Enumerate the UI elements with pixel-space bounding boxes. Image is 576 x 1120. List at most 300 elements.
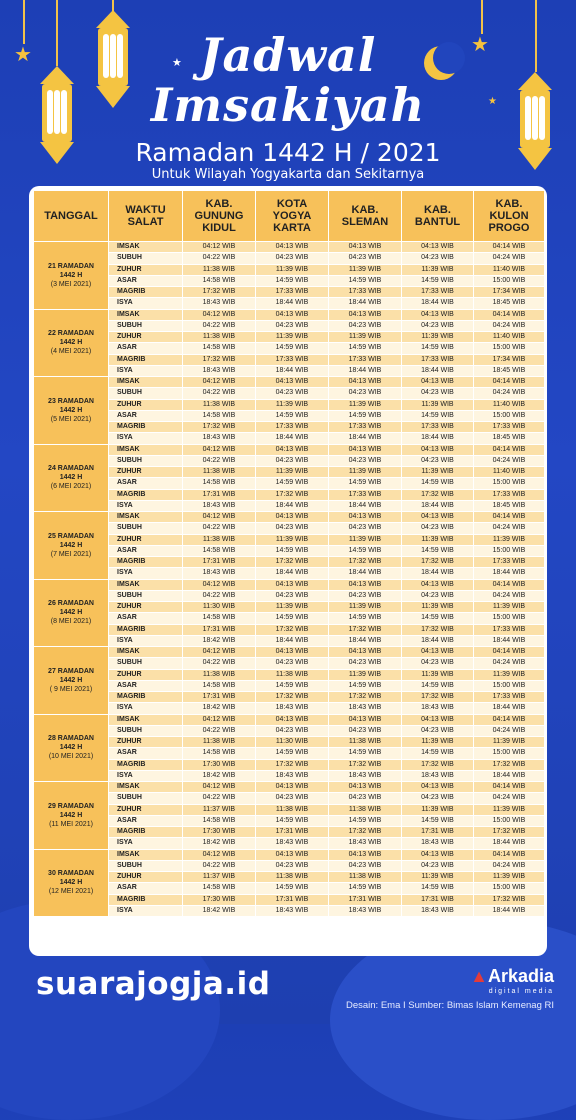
column-header-line: BANTUL: [414, 216, 461, 228]
time-cell: 18:43 WIB: [256, 703, 328, 713]
date-cell-day: 24 RAMADAN: [48, 465, 94, 473]
time-cell: 04:13 WIB: [256, 512, 328, 522]
time-cell: 11:39 WIB: [402, 737, 473, 747]
date-cell-date: (8 MEI 2021): [50, 618, 92, 626]
column-header-line: KAB.: [205, 198, 233, 210]
date-cell-day: 27 RAMADAN: [48, 667, 94, 675]
table-row: [34, 726, 544, 736]
time-cell: 17:31 WIB: [402, 895, 473, 905]
date-cell-date: (10 MEI 2021): [48, 753, 94, 761]
prayer-name-cell: ZUHUR: [109, 535, 182, 545]
time-cell: 17:33 WIB: [402, 355, 473, 365]
time-cell: 04:22 WIB: [183, 456, 255, 466]
prayer-name-cell: ZUHUR: [109, 332, 182, 342]
time-cell: 11:39 WIB: [329, 535, 401, 545]
time-cell: 14:58 WIB: [183, 883, 255, 893]
date-cell-date: ( 9 MEI 2021): [49, 685, 93, 693]
column-header-line: TANGGAL: [44, 210, 98, 222]
time-cell: 17:32 WIB: [329, 692, 401, 702]
table-row: [34, 805, 544, 815]
time-cell: 04:13 WIB: [329, 647, 401, 657]
table-row: [34, 636, 544, 646]
time-cell: 17:33 WIB: [474, 422, 544, 432]
time-cell: 04:13 WIB: [329, 782, 401, 792]
time-cell: 04:13 WIB: [256, 782, 328, 792]
star-icon: ★: [488, 96, 497, 107]
time-cell: 04:13 WIB: [402, 377, 473, 387]
prayer-name-cell: IMSAK: [109, 580, 182, 590]
time-cell: 17:31 WIB: [256, 895, 328, 905]
time-cell: 04:12 WIB: [183, 242, 255, 252]
time-cell: 11:39 WIB: [402, 265, 473, 275]
time-cell: 04:14 WIB: [474, 377, 544, 387]
time-cell: 11:39 WIB: [256, 265, 328, 275]
time-cell: 17:32 WIB: [183, 287, 255, 297]
time-cell: 17:32 WIB: [256, 557, 328, 567]
time-cell: 14:59 WIB: [256, 546, 328, 556]
time-cell: 18:44 WIB: [256, 501, 328, 511]
time-cell: 17:34 WIB: [474, 355, 544, 365]
date-cell: [34, 512, 108, 579]
table-row: [34, 602, 544, 612]
table-row: [34, 838, 544, 848]
prayer-name-cell: ASAR: [109, 411, 182, 421]
time-cell: 14:59 WIB: [402, 546, 473, 556]
table-row: [34, 343, 544, 353]
star-icon: ★: [14, 42, 32, 66]
time-cell: 04:13 WIB: [402, 512, 473, 522]
time-cell: 04:24 WIB: [474, 253, 544, 263]
time-cell: 15:00 WIB: [474, 883, 544, 893]
time-cell: 04:24 WIB: [474, 388, 544, 398]
time-cell: 14:58 WIB: [183, 343, 255, 353]
column-header: [109, 191, 182, 241]
time-cell: 14:58 WIB: [183, 546, 255, 556]
prayer-name-cell: SUBUH: [109, 861, 182, 871]
prayer-name-cell: ZUHUR: [109, 670, 182, 680]
time-cell: 04:23 WIB: [256, 253, 328, 263]
date-cell-day: 23 RAMADAN: [48, 397, 94, 405]
time-cell: 04:14 WIB: [474, 580, 544, 590]
prayer-name-cell: ASAR: [109, 883, 182, 893]
time-cell: 18:44 WIB: [256, 568, 328, 578]
time-cell: 18:43 WIB: [329, 703, 401, 713]
time-cell: 14:59 WIB: [329, 343, 401, 353]
credit-line: Desain: Ema I Sumber: Bimas Islam Kemenag RI: [345, 1000, 554, 1011]
table-row: [34, 478, 544, 488]
prayer-name-cell: SUBUH: [109, 253, 182, 263]
subtitle-region: Untuk Wilayah Yogyakarta dan Sekitarnya: [151, 167, 425, 182]
time-cell: 11:30 WIB: [183, 602, 255, 612]
column-header: [402, 191, 473, 241]
time-cell: 04:14 WIB: [474, 647, 544, 657]
time-cell: 04:13 WIB: [329, 242, 401, 252]
time-cell: 11:38 WIB: [183, 400, 255, 410]
time-cell: 18:43 WIB: [329, 838, 401, 848]
table-row: [34, 242, 544, 252]
time-cell: 14:59 WIB: [402, 478, 473, 488]
table-row: [34, 681, 544, 691]
date-cell-date: (5 MEI 2021): [50, 415, 92, 423]
prayer-name-cell: ZUHUR: [109, 872, 182, 882]
time-cell: 04:23 WIB: [402, 388, 473, 398]
time-cell: 14:58 WIB: [183, 613, 255, 623]
time-cell: 18:45 WIB: [474, 433, 544, 443]
table-row: [34, 793, 544, 803]
time-cell: 14:58 WIB: [183, 411, 255, 421]
time-cell: 18:44 WIB: [329, 501, 401, 511]
table-row: [34, 737, 544, 747]
time-cell: 14:59 WIB: [329, 411, 401, 421]
prayer-name-cell: MAGRIB: [109, 692, 182, 702]
time-cell: 04:23 WIB: [402, 456, 473, 466]
column-header-line: PROGO: [488, 222, 530, 234]
time-cell: 04:14 WIB: [474, 445, 544, 455]
time-cell: 04:12 WIB: [183, 377, 255, 387]
partner-name: Arkadia: [487, 966, 554, 986]
prayer-name-cell: IMSAK: [109, 310, 182, 320]
prayer-name-cell: SUBUH: [109, 726, 182, 736]
prayer-name-cell: ZUHUR: [109, 467, 182, 477]
time-cell: 17:33 WIB: [402, 422, 473, 432]
prayer-name-cell: MAGRIB: [109, 760, 182, 770]
prayer-name-cell: ASAR: [109, 546, 182, 556]
time-cell: 17:31 WIB: [183, 625, 255, 635]
date-cell-date: (7 MEI 2021): [50, 550, 92, 558]
time-cell: 17:32 WIB: [402, 760, 473, 770]
time-cell: 11:38 WIB: [183, 535, 255, 545]
time-cell: 04:13 WIB: [256, 445, 328, 455]
table-row: [34, 850, 544, 860]
time-cell: 04:12 WIB: [183, 715, 255, 725]
time-cell: 04:23 WIB: [402, 658, 473, 668]
time-cell: 17:31 WIB: [183, 692, 255, 702]
time-cell: 04:12 WIB: [183, 647, 255, 657]
column-header: [256, 191, 328, 241]
time-cell: 04:13 WIB: [402, 782, 473, 792]
time-cell: 14:59 WIB: [256, 411, 328, 421]
time-cell: 18:44 WIB: [474, 703, 544, 713]
subtitle-ramadan: Ramadan 1442 H / 2021: [135, 138, 441, 167]
table-row: [34, 591, 544, 601]
time-cell: 18:44 WIB: [256, 366, 328, 376]
prayer-name-cell: IMSAK: [109, 512, 182, 522]
column-header-line: WAKTU: [125, 204, 166, 216]
column-header-line: KOTA: [276, 198, 308, 210]
time-cell: 18:42 WIB: [183, 636, 255, 646]
brand-logo: suarajogja.id: [36, 966, 271, 1002]
time-cell: 04:24 WIB: [474, 456, 544, 466]
prayer-name-cell: IMSAK: [109, 715, 182, 725]
prayer-name-cell: ZUHUR: [109, 737, 182, 747]
time-cell: 04:12 WIB: [183, 310, 255, 320]
time-cell: 17:32 WIB: [329, 625, 401, 635]
prayer-name-cell: ISYA: [109, 298, 182, 308]
table-row: [34, 827, 544, 837]
time-cell: 18:42 WIB: [183, 838, 255, 848]
table-row: [34, 445, 544, 455]
date-cell-h: 1442 H: [59, 879, 83, 887]
date-cell-h: 1442 H: [59, 406, 83, 414]
prayer-name-cell: MAGRIB: [109, 827, 182, 837]
table-row: [34, 523, 544, 533]
table-row: [34, 557, 544, 567]
column-header-line: SALAT: [127, 216, 164, 228]
time-cell: 11:39 WIB: [402, 602, 473, 612]
time-cell: 17:33 WIB: [402, 287, 473, 297]
table-row: [34, 265, 544, 275]
time-cell: 18:44 WIB: [474, 906, 544, 916]
time-cell: 11:39 WIB: [474, 872, 544, 882]
time-cell: 14:59 WIB: [329, 681, 401, 691]
time-cell: 04:13 WIB: [402, 580, 473, 590]
time-cell: 18:44 WIB: [474, 771, 544, 781]
time-cell: 04:13 WIB: [329, 715, 401, 725]
table-row: [34, 512, 544, 522]
time-cell: 04:23 WIB: [256, 456, 328, 466]
time-cell: 18:44 WIB: [402, 433, 473, 443]
time-cell: 14:59 WIB: [329, 546, 401, 556]
time-cell: 04:23 WIB: [402, 793, 473, 803]
table-row: [34, 568, 544, 578]
time-cell: 04:13 WIB: [256, 580, 328, 590]
time-cell: 11:39 WIB: [329, 467, 401, 477]
date-cell-h: 1442 H: [59, 609, 83, 617]
time-cell: 17:30 WIB: [183, 760, 255, 770]
date-cell-day: 28 RAMADAN: [48, 735, 94, 743]
star-icon: ★: [471, 32, 489, 56]
prayer-name-cell: SUBUH: [109, 388, 182, 398]
time-cell: 18:42 WIB: [183, 906, 255, 916]
time-cell: 04:23 WIB: [329, 658, 401, 668]
time-cell: 11:38 WIB: [329, 805, 401, 815]
time-cell: 04:23 WIB: [329, 253, 401, 263]
time-cell: 11:38 WIB: [183, 332, 255, 342]
time-cell: 04:23 WIB: [329, 321, 401, 331]
prayer-name-cell: ISYA: [109, 838, 182, 848]
time-cell: 04:23 WIB: [256, 793, 328, 803]
time-cell: 17:33 WIB: [256, 287, 328, 297]
time-cell: 18:43 WIB: [183, 298, 255, 308]
time-cell: 11:39 WIB: [329, 332, 401, 342]
table-row: [34, 298, 544, 308]
time-cell: 04:14 WIB: [474, 512, 544, 522]
time-cell: 14:59 WIB: [256, 748, 328, 758]
time-cell: 04:13 WIB: [256, 242, 328, 252]
table-row: [34, 366, 544, 376]
prayer-name-cell: ASAR: [109, 681, 182, 691]
time-cell: 14:59 WIB: [256, 613, 328, 623]
time-cell: 04:23 WIB: [329, 523, 401, 533]
time-cell: 14:59 WIB: [256, 343, 328, 353]
date-cell-day: 25 RAMADAN: [48, 532, 94, 540]
time-cell: 04:13 WIB: [256, 310, 328, 320]
prayer-name-cell: IMSAK: [109, 377, 182, 387]
time-cell: 14:59 WIB: [402, 748, 473, 758]
time-cell: 11:37 WIB: [183, 872, 255, 882]
date-cell-day: 21 RAMADAN: [48, 262, 94, 270]
time-cell: 17:30 WIB: [183, 895, 255, 905]
time-cell: 04:22 WIB: [183, 726, 255, 736]
time-cell: 18:43 WIB: [402, 906, 473, 916]
title-imsakiyah: Imsakiyah: [150, 78, 426, 132]
time-cell: 11:39 WIB: [329, 265, 401, 275]
prayer-name-cell: ASAR: [109, 343, 182, 353]
prayer-name-cell: ASAR: [109, 276, 182, 286]
time-cell: 17:31 WIB: [402, 827, 473, 837]
time-cell: 18:44 WIB: [474, 568, 544, 578]
table-row: [34, 748, 544, 758]
column-header-line: GUNUNG: [194, 210, 244, 222]
time-cell: 04:14 WIB: [474, 715, 544, 725]
time-cell: 11:39 WIB: [474, 805, 544, 815]
time-cell: 04:23 WIB: [329, 726, 401, 736]
date-cell: [34, 850, 108, 917]
prayer-name-cell: ISYA: [109, 433, 182, 443]
time-cell: 11:39 WIB: [402, 670, 473, 680]
table-row: [34, 400, 544, 410]
schedule-table: [33, 190, 545, 917]
column-header-line: KAB.: [424, 204, 451, 216]
date-cell: [34, 242, 108, 309]
time-cell: 15:00 WIB: [474, 478, 544, 488]
table-row: [34, 388, 544, 398]
time-cell: 18:45 WIB: [474, 501, 544, 511]
time-cell: 04:13 WIB: [329, 580, 401, 590]
time-cell: 14:59 WIB: [329, 748, 401, 758]
time-cell: 11:39 WIB: [256, 332, 328, 342]
table-row: [34, 535, 544, 545]
time-cell: 11:39 WIB: [329, 670, 401, 680]
table-row: [34, 490, 544, 500]
table-row: [34, 760, 544, 770]
prayer-name-cell: IMSAK: [109, 850, 182, 860]
time-cell: 11:38 WIB: [183, 467, 255, 477]
time-cell: 11:39 WIB: [474, 535, 544, 545]
time-cell: 04:14 WIB: [474, 242, 544, 252]
time-cell: 11:38 WIB: [256, 670, 328, 680]
time-cell: 04:24 WIB: [474, 658, 544, 668]
time-cell: 04:22 WIB: [183, 388, 255, 398]
time-cell: 18:44 WIB: [256, 433, 328, 443]
time-cell: 17:33 WIB: [256, 422, 328, 432]
time-cell: 18:43 WIB: [256, 838, 328, 848]
table-row: [34, 692, 544, 702]
time-cell: 15:00 WIB: [474, 748, 544, 758]
table-row: [34, 895, 544, 905]
time-cell: 17:33 WIB: [329, 355, 401, 365]
prayer-name-cell: SUBUH: [109, 658, 182, 668]
time-cell: 04:12 WIB: [183, 445, 255, 455]
time-cell: 15:00 WIB: [474, 546, 544, 556]
time-cell: 11:39 WIB: [256, 535, 328, 545]
time-cell: 17:32 WIB: [402, 557, 473, 567]
time-cell: 18:45 WIB: [474, 298, 544, 308]
date-cell-h: 1442 H: [59, 271, 83, 279]
time-cell: 04:13 WIB: [256, 647, 328, 657]
date-cell-date: (11 MEI 2021): [49, 820, 93, 828]
prayer-name-cell: ZUHUR: [109, 400, 182, 410]
time-cell: 17:33 WIB: [474, 490, 544, 500]
time-cell: 11:40 WIB: [474, 467, 544, 477]
time-cell: 04:23 WIB: [256, 861, 328, 871]
time-cell: 04:22 WIB: [183, 523, 255, 533]
time-cell: 04:12 WIB: [183, 782, 255, 792]
time-cell: 17:32 WIB: [256, 760, 328, 770]
prayer-name-cell: ASAR: [109, 748, 182, 758]
time-cell: 18:43 WIB: [402, 838, 473, 848]
prayer-name-cell: ISYA: [109, 501, 182, 511]
time-cell: 04:23 WIB: [402, 321, 473, 331]
date-cell-date: (3 MEI 2021): [50, 280, 92, 288]
table-row: [34, 355, 544, 365]
prayer-name-cell: IMSAK: [109, 242, 182, 252]
prayer-name-cell: SUBUH: [109, 321, 182, 331]
time-cell: 17:31 WIB: [183, 490, 255, 500]
time-cell: 18:43 WIB: [183, 433, 255, 443]
table-row: [34, 467, 544, 477]
time-cell: 18:42 WIB: [183, 703, 255, 713]
time-cell: 04:13 WIB: [402, 647, 473, 657]
time-cell: 14:59 WIB: [329, 883, 401, 893]
time-cell: 14:59 WIB: [256, 276, 328, 286]
date-cell-h: 1442 H: [59, 541, 83, 549]
time-cell: 04:23 WIB: [256, 658, 328, 668]
time-cell: 18:43 WIB: [183, 501, 255, 511]
date-cell: [34, 377, 108, 444]
time-cell: 04:23 WIB: [256, 321, 328, 331]
time-cell: 14:59 WIB: [256, 478, 328, 488]
time-cell: 04:23 WIB: [329, 388, 401, 398]
column-header-line: KULON: [489, 210, 529, 222]
time-cell: 18:43 WIB: [329, 771, 401, 781]
time-cell: 11:40 WIB: [474, 265, 544, 275]
time-cell: 04:22 WIB: [183, 658, 255, 668]
date-cell: [34, 445, 108, 512]
table-row: [34, 321, 544, 331]
date-cell: [34, 715, 108, 782]
time-cell: 11:39 WIB: [402, 872, 473, 882]
time-cell: 18:44 WIB: [474, 838, 544, 848]
time-cell: 11:39 WIB: [402, 400, 473, 410]
time-cell: 18:43 WIB: [256, 906, 328, 916]
time-cell: 14:59 WIB: [402, 276, 473, 286]
time-cell: 04:12 WIB: [183, 512, 255, 522]
column-header-line: KAB.: [351, 204, 379, 216]
time-cell: 17:33 WIB: [474, 692, 544, 702]
time-cell: 18:44 WIB: [402, 298, 473, 308]
time-cell: 14:59 WIB: [329, 276, 401, 286]
time-cell: 04:23 WIB: [256, 388, 328, 398]
time-cell: 18:44 WIB: [402, 636, 473, 646]
table-row: [34, 872, 544, 882]
column-header-line: KIDUL: [202, 222, 236, 234]
time-cell: 11:39 WIB: [256, 467, 328, 477]
column-header: [183, 191, 255, 241]
prayer-name-cell: IMSAK: [109, 647, 182, 657]
partner-logo: [470, 968, 554, 1000]
table-row: [34, 287, 544, 297]
time-cell: 04:22 WIB: [183, 793, 255, 803]
time-cell: 11:40 WIB: [474, 332, 544, 342]
time-cell: 11:40 WIB: [474, 400, 544, 410]
time-cell: 04:13 WIB: [256, 850, 328, 860]
time-cell: 17:34 WIB: [474, 287, 544, 297]
time-cell: 17:32 WIB: [256, 625, 328, 635]
table-row: [34, 658, 544, 668]
time-cell: 04:23 WIB: [256, 523, 328, 533]
time-cell: 11:38 WIB: [183, 737, 255, 747]
